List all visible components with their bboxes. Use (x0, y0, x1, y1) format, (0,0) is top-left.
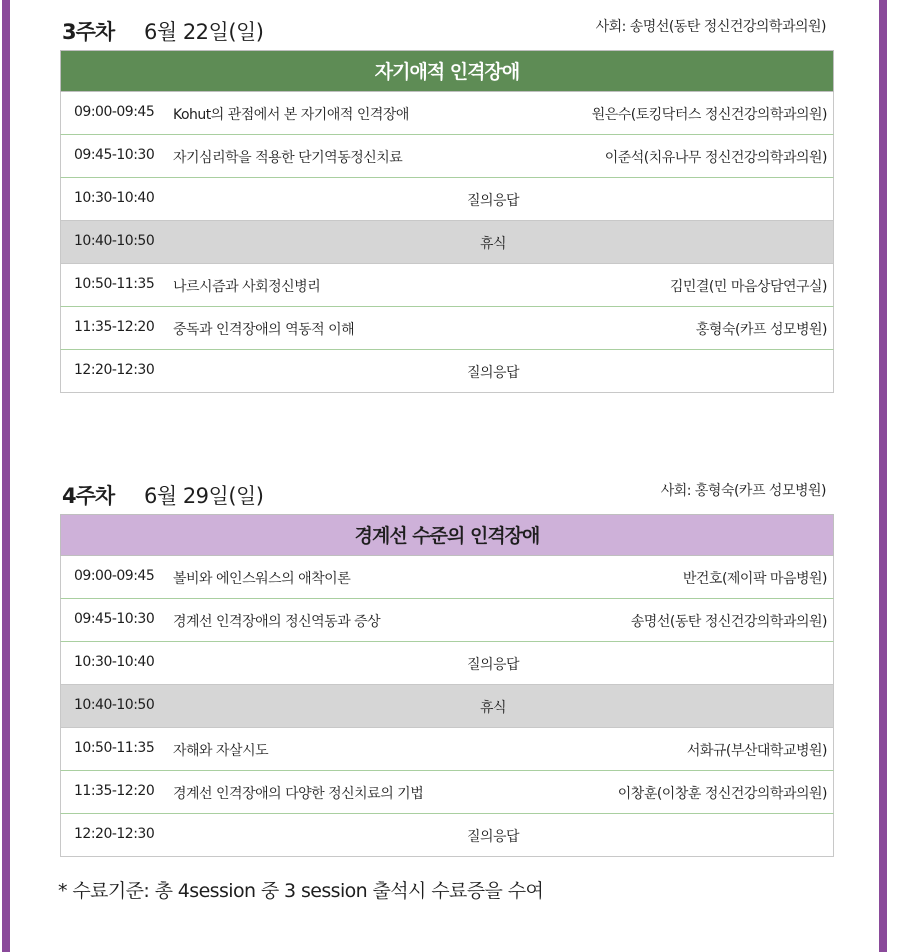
time-slot: 10:50-11:35 (74, 740, 155, 756)
week-4-section (60, 474, 834, 857)
week-label: 4주차 (62, 484, 115, 508)
speaker: 서화규(부산대학교병원) (686, 743, 827, 759)
speaker: 송명선(동탄 정신건강의학과의원) (630, 614, 827, 630)
week-date: 6월 29일(일) (144, 484, 264, 508)
qa-label: 질의응답 (466, 829, 520, 845)
schedule-row (60, 599, 834, 642)
schedule-row (60, 556, 834, 599)
theme-banner: 자기애적 인격장애 (60, 50, 834, 92)
moderator: 사회: 송명선(동탄 정신건강의학과의원) (595, 19, 826, 35)
speaker: 이창훈(이창훈 정신건강의학과의원) (617, 786, 827, 802)
lecture-topic: 중독과 인격장애의 역동적 이해 (173, 322, 355, 338)
time-slot: 09:45-10:30 (74, 147, 155, 163)
week-date: 6월 22일(일) (144, 20, 264, 44)
moderator: 사회: 홍형숙(카프 성모병원) (660, 483, 826, 499)
schedule-row (60, 771, 834, 814)
time-slot: 10:40-10:50 (74, 697, 155, 713)
time-slot: 09:00-09:45 (74, 568, 155, 584)
lecture-topic: 나르시즘과 사회정신병리 (173, 279, 321, 295)
left-frame-border (2, 0, 10, 952)
time-slot: 12:20-12:30 (74, 826, 155, 842)
week-3-section (60, 10, 834, 393)
break-row (60, 685, 834, 728)
theme-banner: 경계선 수준의 인격장애 (60, 514, 834, 556)
time-slot: 09:45-10:30 (74, 611, 155, 627)
time-slot: 09:00-09:45 (74, 104, 155, 120)
completion-criteria-note: * 수료기준: 총 4session 중 3 session 출석시 수료증을 수여 (58, 880, 544, 902)
qa-row (60, 178, 834, 221)
lecture-topic: 경계선 인격장애의 정신역동과 증상 (173, 614, 381, 630)
time-slot: 12:20-12:30 (74, 362, 155, 378)
schedule-row (60, 728, 834, 771)
schedule-row (60, 92, 834, 135)
time-slot: 11:35-12:20 (74, 783, 155, 799)
speaker: 원은수(토킹닥터스 정신건강의학과의원) (591, 107, 827, 123)
week-header (60, 474, 834, 514)
lecture-topic: 자기심리학을 적용한 단기역동정신치료 (173, 150, 403, 166)
schedule-row (60, 135, 834, 178)
time-slot: 10:40-10:50 (74, 233, 155, 249)
right-frame-border (879, 0, 887, 952)
time-slot: 10:30-10:40 (74, 654, 155, 670)
lecture-topic: 볼비와 에인스워스의 애착이론 (173, 571, 351, 587)
time-slot: 10:50-11:35 (74, 276, 155, 292)
speaker: 김민결(민 마음상담연구실) (669, 279, 827, 295)
time-slot: 11:35-12:20 (74, 319, 155, 335)
break-label: 휴식 (479, 700, 507, 716)
speaker: 홍형숙(카프 성모병원) (695, 322, 827, 338)
schedule-row (60, 264, 834, 307)
time-slot: 10:30-10:40 (74, 190, 155, 206)
qa-row (60, 814, 834, 857)
speaker: 이준석(치유나무 정신건강의학과의원) (604, 150, 827, 166)
lecture-topic: 경계선 인격장애의 다양한 정신치료의 기법 (173, 786, 424, 802)
break-row (60, 221, 834, 264)
qa-label: 질의응답 (466, 365, 520, 381)
week-header (60, 10, 834, 50)
speaker: 반건호(제이팍 마음병원) (682, 571, 827, 587)
qa-label: 질의응답 (466, 193, 520, 209)
qa-row (60, 642, 834, 685)
lecture-topic: Kohut의 관점에서 본 자기애적 인격장애 (173, 107, 409, 123)
break-label: 휴식 (479, 236, 507, 252)
week-label: 3주차 (62, 20, 115, 44)
qa-row (60, 350, 834, 393)
qa-label: 질의응답 (466, 657, 520, 673)
lecture-topic: 자해와 자살시도 (173, 743, 269, 759)
schedule-row (60, 307, 834, 350)
